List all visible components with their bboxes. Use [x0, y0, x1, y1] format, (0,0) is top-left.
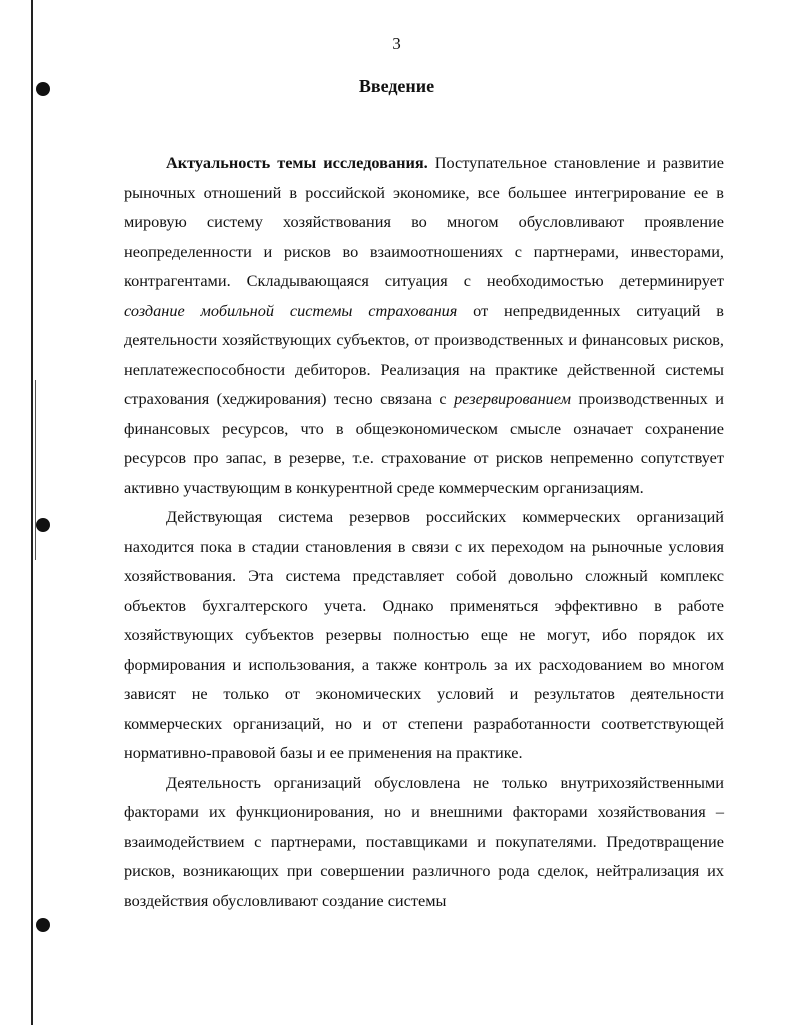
page-number: 3 — [392, 34, 401, 53]
paragraph-2 — [124, 502, 724, 768]
text-run: Актуальность темы исследования. — [166, 153, 428, 172]
text-run: производственных и финансовых ресурсов, что в общеэкономическом смысле означает сохранение ресурсов про запас, в резерве, т.е. страхование от рисков непременно сопутствует активно участвующим в конкурентной среде коммерческим организациям. — [124, 389, 724, 497]
text-run: создание мобильной системы страхования — [124, 300, 458, 320]
section-heading: Введение — [358, 76, 435, 96]
scan-binding-edge — [31, 0, 33, 1025]
binding-hole-mark — [36, 918, 50, 932]
paragraph-1 — [124, 148, 724, 502]
text-run: Поступательное становление и развитие рыночных отношений в российской экономике, все большее интегрирование ее в мировую систему хозяйствования во многом обусловливают проявление неопределенности и рисков во взаимоотношениях с партнерами, инвесторами, контрагентами. Складывающаяся ситуация с необходимостью детерминирует — [124, 153, 724, 290]
text-run: от непредвиденных ситуаций в деятельности хозяйствующих субъектов, от производственных и финансовых рисков, неплатежеспособности дебиторов. Реализация на практике действенной системы страхования (хеджирования) тесно связана с — [124, 300, 724, 408]
binding-hole-mark — [36, 518, 50, 532]
text-run: Деятельность организаций обусловлена не только внутрихозяйственными факторами их функционирования, но и внешними факторами хозяйствования – взаимодействием с партнерами, поставщиками и покупателями. Предотвращение рисков, возникающих при совершении различного рода сделок, нейтрализация их воздействия обусловливают создание системы — [124, 772, 724, 910]
paragraph-3 — [124, 768, 724, 916]
scan-binding-edge-inner — [35, 380, 36, 560]
text-run: резервированием — [454, 389, 571, 408]
text-run: Действующая система резервов российских коммерческих организаций находится пока в стадии становления в связи с их переходом на рыночные условия хозяйствования. Эта система представляет собой довольно сложный комплекс объектов бухгалтерского учета. Однако применяться эффективно в работе хозяйствующих субъектов резервы полностью еще не могут, ибо порядок их формирования и использования, а также контроль за их расходованием во многом зависят не только от экономических условий и результатов деятельности коммерческих организаций, но и от степени разработанности соответствующей нормативно-правовой базы и ее применения на практике. — [124, 507, 724, 762]
body-text — [124, 148, 724, 915]
